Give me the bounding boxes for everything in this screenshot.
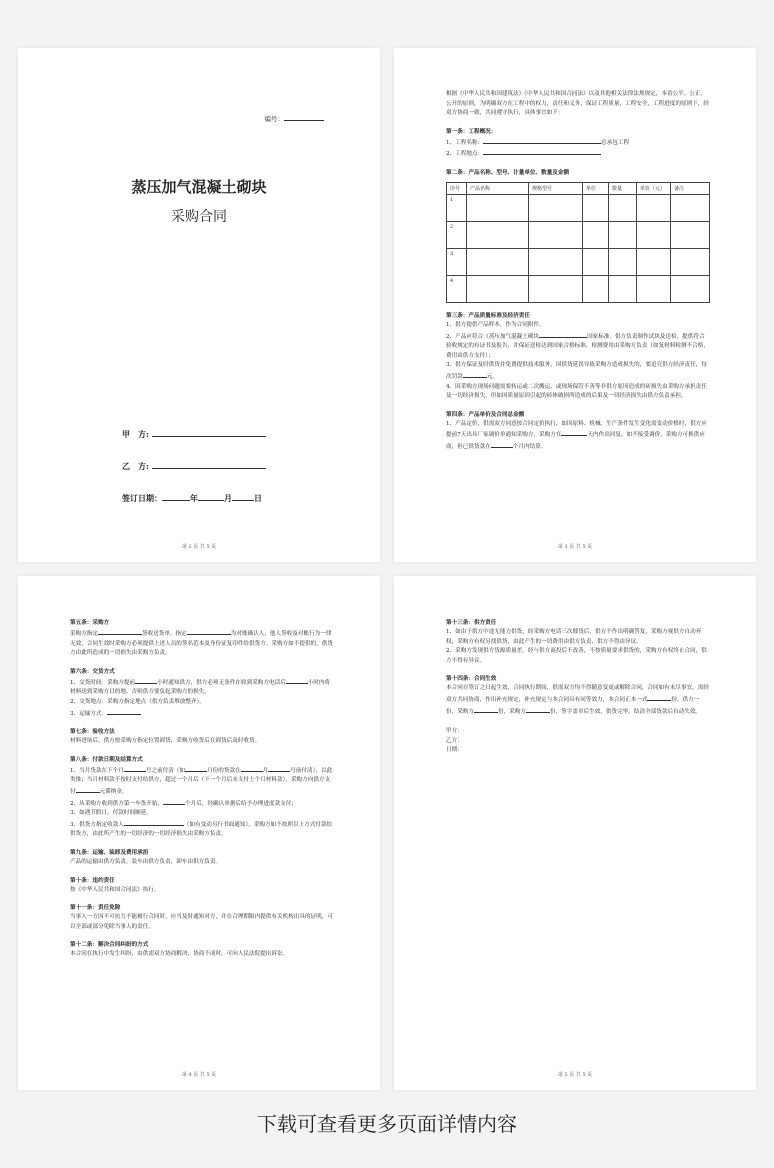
text: 元滞纳金。 — [99, 788, 128, 795]
month-blank — [198, 492, 224, 501]
col-header: 单价（元） — [637, 182, 671, 194]
row-index: 2 — [447, 221, 467, 248]
article-6-title: 第六条：交货方式 — [70, 668, 115, 675]
col-header: 数量 — [609, 182, 637, 194]
contract-subtitle: 采购合同 — [171, 209, 227, 225]
blank — [561, 429, 587, 436]
blank — [135, 677, 157, 684]
blank — [76, 786, 100, 793]
blank — [539, 331, 587, 338]
blank — [163, 798, 185, 805]
text: 份，采购方 — [497, 708, 526, 715]
text: 个月后，经确认单据后给予办理进度款支付； — [185, 800, 297, 807]
text: （如有变动另行书面通知），采购方如不按照以上方式付款给供货方，由此所产生的一切经济的一切经济损失由采购方负责。 — [70, 821, 333, 838]
article-4-title: 第四条：产品单价及合同总金额 — [446, 411, 525, 418]
blank — [463, 371, 487, 378]
project-name-label: 1、工程名称： — [446, 139, 484, 146]
blank — [526, 706, 550, 713]
col-header: 备注 — [671, 182, 710, 194]
text: 国家标准。供方负责制作试块及送检，提供符合验收规定的有证书及报告，并保证送检达到国家合格标准，检测费用由采购方负责（如复材料检测不合格，费用由供方支付）； — [446, 333, 709, 359]
article-6-p1 — [70, 677, 334, 698]
page-articles-1 — [394, 48, 756, 562]
row-index: 1 — [447, 194, 467, 221]
day-label: 日 — [254, 493, 262, 503]
article-1-item-2 — [446, 148, 710, 160]
table-row — [447, 221, 710, 248]
article-6-p2: 2、交货地点：采购方指定地点（供方负责堆放整齐）。 — [70, 698, 206, 705]
contract-number-label: 编号： — [264, 115, 284, 123]
page-number: 第 3 页 共 5 页 — [557, 544, 593, 550]
party-a-blank — [152, 428, 266, 437]
text: 采购方指定 — [70, 631, 98, 637]
table-row — [447, 275, 710, 302]
article-8-p2 — [70, 798, 334, 810]
party-a-label: 甲 方: — [122, 429, 149, 439]
signature-date: 日期： — [446, 747, 463, 754]
intro-paragraph: 根据《中华人民共和国建筑法》《中华人民共和国合同法》以及其他相关法律法规规定，本着公平、公正、公开的原则，为明确双方在工程中的权力，责任和义务，保证工程质量，工程安全，工程进度的原则下，经双方协商一致，共同遵守执行，具体事宜如下： — [446, 91, 709, 117]
col-header: 规格型号 — [529, 182, 583, 194]
row-index: 3 — [447, 248, 467, 275]
sign-date-label: 签订日期： — [122, 493, 162, 503]
article-13-title: 第十三条：供方责任 — [446, 620, 497, 626]
table-row — [447, 194, 710, 221]
article-11-p1: 当事人一方因不可抗力不能履行合同时，应当及时通知对方，并在合理期限内提供有关机构出具的证明，可以全部或部分免除当事人的责任。 — [70, 914, 333, 930]
page-content — [70, 618, 334, 960]
blank — [185, 765, 207, 772]
text: 3、供方保证及时供货并免费提供技术服务，因供货延误导致采购方造成损失的，要追究供方经济责任，每次罚款 — [446, 362, 707, 380]
article-13-p1: 1、如由于供方中途无能力供货，经采购方电话三次催货后，供方不作出明确答复，采购方视供方自动弃权，采购方有权另找供货，由此产生的一切费用由供方负责，供方不得由异议。 — [446, 629, 702, 645]
article-1-item-1 — [446, 137, 710, 149]
text: 份，供方一份，采购方 — [446, 696, 700, 715]
text: 号之前付清（如 — [145, 767, 186, 774]
signature-party-a: 甲方： — [446, 728, 463, 735]
year-label: 年 — [190, 493, 198, 503]
project-name-blank — [483, 137, 601, 144]
text: 个月内结算。 — [512, 443, 547, 450]
product-table — [446, 182, 710, 303]
text: 本合同自签订之日起生效，合同执行期间，供需双方均不得随意变更或解除合同，合同如有未尽事宜，需经双方共同协商，作出补充规定，补充规定与本合同具有同等效力，本合同正本一式 — [446, 685, 709, 703]
article-10-title: 第十条：违约责任 — [70, 877, 115, 884]
page-content — [446, 90, 710, 453]
blank — [268, 765, 290, 772]
text: 号前付清），以此类推；当月材料款不按时支付给供方，超过一个月后（下一个月后末支付上个月材料款），采购方向供方支付 — [70, 767, 333, 795]
page-number: 第 2 页 共 5 页 — [181, 544, 217, 550]
page-number: 第 4 页 共 5 页 — [181, 1072, 217, 1078]
article-8-title: 第八条：付款日期及结算方式 — [70, 756, 143, 763]
project-location-blank — [483, 148, 601, 155]
article-7-p1: 材料进场后，供方按采购方指定位置卸货，采购方收货后在卸货后及时收货。 — [70, 738, 261, 745]
article-3-p2 — [446, 331, 710, 362]
page-cover — [18, 48, 380, 562]
signature-party-b: 乙方： — [446, 737, 463, 744]
article-12-title: 第十二条：解决合同纠纷的方式 — [70, 942, 149, 949]
col-header: 序号 — [447, 182, 467, 194]
text: 天内作出回复，如不接受调价，采购方可换供应商，但已供货款在 — [446, 432, 705, 450]
page-number: 第 5 页 共 5 页 — [557, 1072, 593, 1078]
article-3-p4: 4、因采购方现场问题需要转运或二次搬运、或现场保管不善等非供方原因造成的砖损失由采购方承担责任及一切经济损失，但如因质量原因引起的砖体破损所造成的后果及一切经济损失由供方负责承担。 — [446, 383, 707, 400]
blank — [187, 628, 231, 635]
article-5-title: 第五条：采购方 — [70, 620, 110, 626]
blank — [491, 441, 513, 448]
sign-date-line — [122, 492, 262, 504]
text: 1、产品定价，供需双方同意按合同定价执行，如因原料、机械、生产条件发生变化需变动价格时，供方应提前7天出具厂家调价单通知采购方，采购方在 — [446, 420, 707, 439]
party-b-blank — [152, 460, 266, 469]
article-10-p1: 按《中华人民共和国合同法》执行。 — [70, 886, 160, 893]
text: 份，签字盖章后生效，供货完毕，结清全部货款后自动失效。 — [549, 708, 702, 715]
blank — [98, 628, 142, 635]
month-label: 月 — [224, 493, 232, 503]
col-header: 单位 — [583, 182, 609, 194]
article-8-p1 — [70, 765, 334, 798]
text: 为对账确认人，他人签收及对账行为一律无效，合同生效时采购方必须提供上述人员的签名范本及身份证复印件给供货方。采购方如不提供的，供货方由此所造成的一切损失由采购方负责。 — [70, 631, 333, 657]
article-8-p3: 3、如遇节假日，付款时间顺延。 — [70, 810, 152, 817]
text: 小时内将材料送到采购方目的地，否则供方要负起采购方的损失。 — [70, 679, 331, 696]
table-header-row — [447, 182, 710, 194]
article-14-title: 第十四条：合同生效 — [446, 676, 497, 683]
party-b-line — [122, 460, 266, 472]
article-12-p1: 本合同在执行中发生纠纷，由供需双方协商解决，协商不成时，可向人民法院提出诉讼。 — [70, 951, 289, 958]
download-more-caption: 下载可查看更多页面详情内容 — [257, 1112, 517, 1136]
blank — [647, 694, 671, 701]
day-blank — [232, 492, 254, 501]
article-6-p3 — [70, 708, 334, 720]
contract-number-blank — [284, 114, 324, 121]
party-b-label: 乙 方: — [122, 461, 149, 471]
article-8-p4 — [70, 819, 334, 840]
page-articles-3 — [394, 576, 756, 1090]
article-1-title: 第一条：工程概况： — [446, 128, 497, 135]
text: 2、从采购方收到供方第一车货开始， — [70, 800, 164, 807]
article-7-title: 第七条：验收方法 — [70, 729, 115, 736]
party-a-line — [122, 428, 266, 440]
article-13-p2: 2、采购方发现供方货源质量差，经与供方商投后不改善，不按质量要求供货的，采购方有权终止合同，供方不得有异议。 — [446, 648, 707, 664]
contract-title: 蒸压加气混凝土砌块 — [131, 178, 267, 196]
blank — [124, 819, 184, 826]
article-3-p3 — [446, 361, 710, 382]
article-9-title: 第九条：运输、装卸及费用承担 — [70, 849, 149, 856]
article-5-p1 — [70, 628, 334, 659]
article-9-p1: 产品的运输由供方负责，装车由供方负责，卸车由供方负责。 — [70, 858, 222, 865]
blank — [474, 706, 498, 713]
blank — [286, 677, 308, 684]
blank — [241, 765, 263, 772]
year-blank — [162, 492, 190, 501]
page-articles-2 — [18, 576, 380, 1090]
blank — [107, 708, 141, 715]
table-row — [447, 248, 710, 275]
text: 月 — [262, 767, 269, 774]
article-11-title: 第十一条：责任免除 — [70, 905, 121, 912]
text: 1、交货时间：采购方提前 — [70, 679, 136, 686]
text: 签收送货单，指定 — [141, 631, 187, 637]
project-location-label: 2、工程地点： — [446, 151, 484, 158]
col-header: 产品名称 — [467, 182, 529, 194]
text: 月份的货款在 — [207, 767, 241, 774]
text: 元。 — [486, 373, 498, 380]
text: 小时通知供方，供方必须无条件在收到采购方电话后 — [157, 679, 286, 686]
contract-number — [265, 114, 325, 123]
article-4-p1 — [446, 420, 710, 453]
row-index: 4 — [447, 275, 467, 302]
blank — [124, 765, 146, 772]
text: 3、供货方指定收款人 — [70, 821, 124, 828]
text: 3、运输方式： — [70, 710, 108, 717]
article-2-title: 第二条：产品名称、型号、计量单位、数量及金额 — [446, 169, 570, 176]
text: 2、产品应符合《蒸压加气混凝土砌块 — [446, 333, 540, 340]
article-3-p1: 1、供方提供产品样本，作为合同附件。 — [446, 321, 545, 328]
project-name-suffix: 总承包工程 — [601, 139, 630, 146]
text: 1、当月货款在下个月 — [70, 767, 124, 774]
article-3-title: 第三条：产品质量标准及经济责任 — [446, 312, 530, 319]
page-content — [446, 618, 710, 756]
article-14-p1 — [446, 684, 710, 717]
